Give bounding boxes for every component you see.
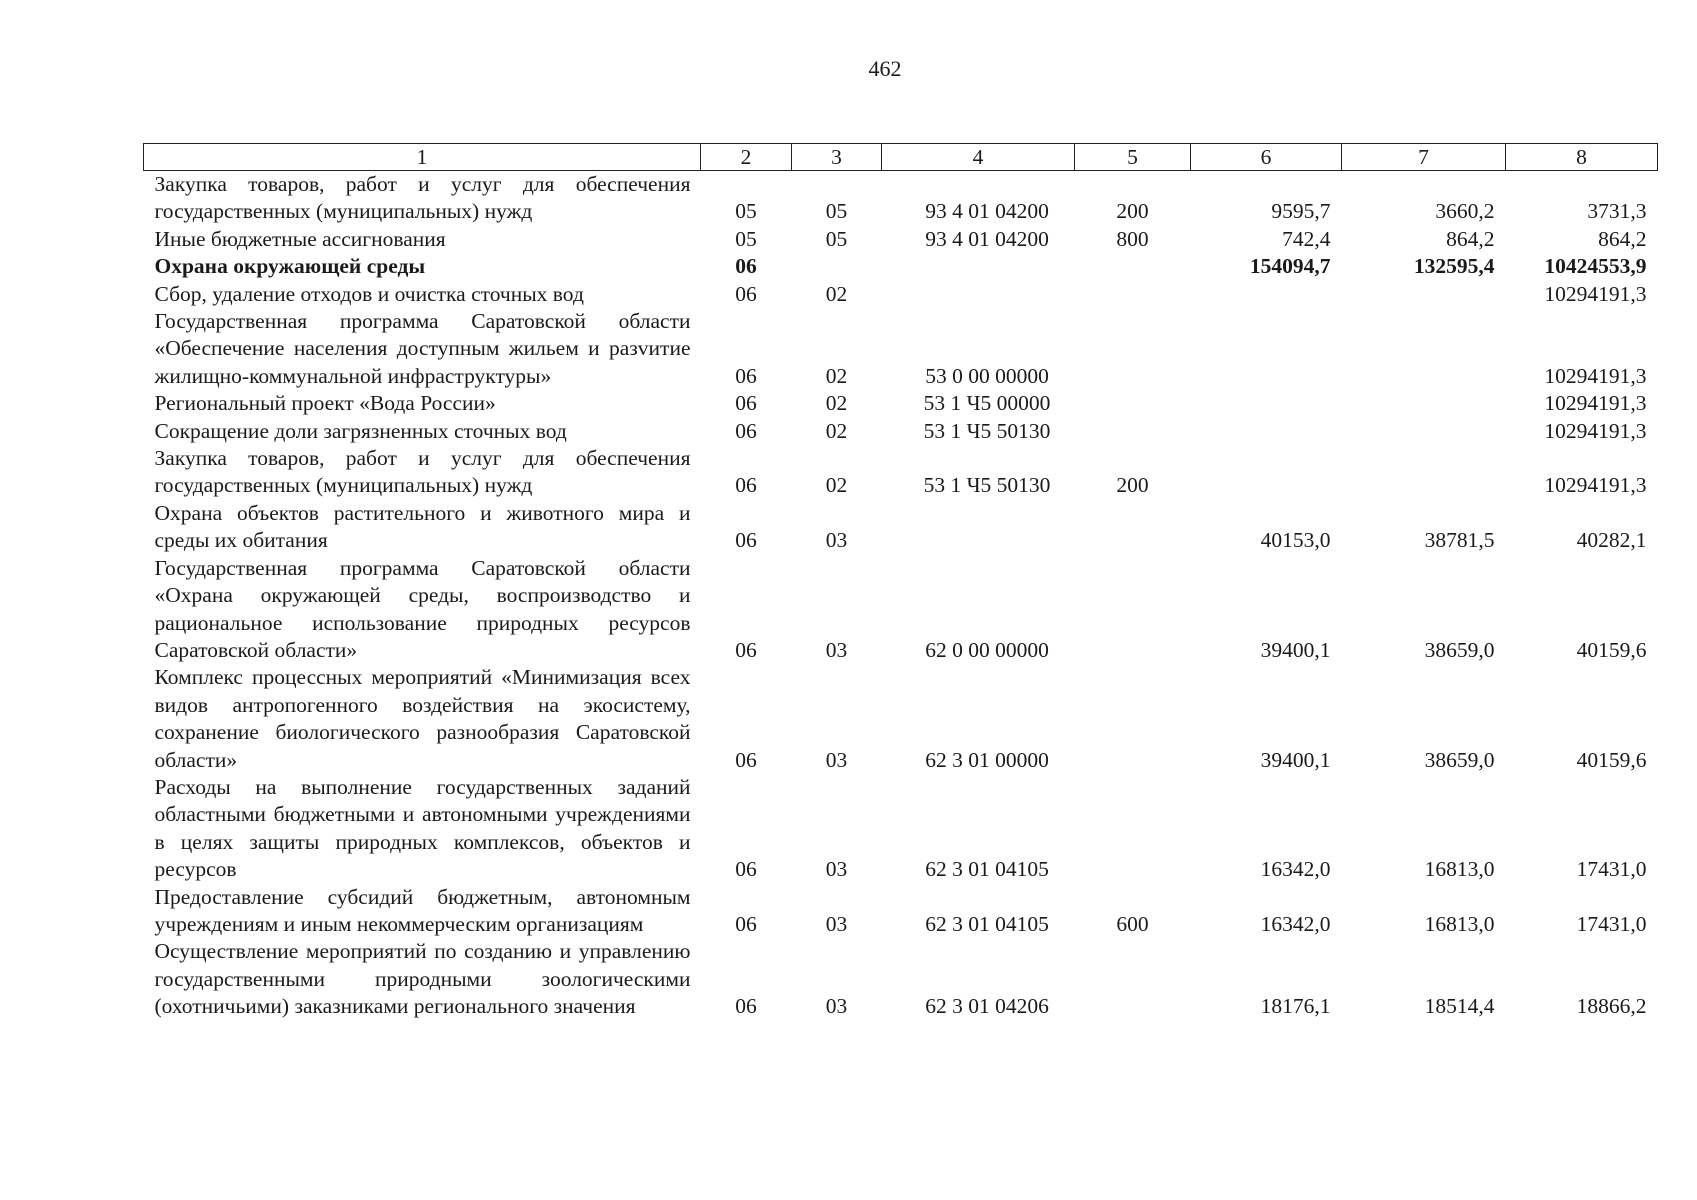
table-row xyxy=(144,253,1658,280)
amount-col-8: 18866,2 xyxy=(1576,994,1647,1019)
table-row xyxy=(144,884,1658,939)
amount-col-8: 3731,3 xyxy=(1587,199,1647,224)
expense-type-code xyxy=(1075,281,1191,308)
table-header xyxy=(144,144,1658,171)
row-name: Предоставление субсидий бюджетным, автономным учреждениям и иным некоммерческим организациям xyxy=(154,884,691,936)
amount-col-6 xyxy=(1191,281,1342,308)
section-code: 06 xyxy=(735,391,757,416)
subsection-code: 03 xyxy=(825,857,848,882)
subsection-code: 02 xyxy=(825,391,848,416)
amount-col-7 xyxy=(1342,445,1506,500)
expense-type-code: 800 xyxy=(1116,226,1149,251)
amount-col-8: 10294191,3 xyxy=(1544,418,1647,443)
subsection-code: 05 xyxy=(825,199,848,224)
column-header-3: 3 xyxy=(792,144,882,171)
header-row xyxy=(144,144,1658,171)
amount-col-6: 154094,7 xyxy=(1249,254,1331,279)
column-header-8: 8 xyxy=(1506,144,1658,171)
row-name: Комплекс процессных мероприятий «Минимизация всех видов антропогенного воздействия на экосистему, сохранение биологического разнообразия Саратовской области» xyxy=(154,665,691,772)
amount-col-7: 38659,0 xyxy=(1424,637,1495,662)
expense-type-code xyxy=(1075,418,1191,445)
row-name: Закупка товаров, работ и услуг для обеспечения государственных (муниципальных) нужд xyxy=(154,172,691,224)
amount-col-6: 18176,1 xyxy=(1260,994,1331,1019)
table-row xyxy=(144,774,1658,884)
amount-col-8: 10294191,3 xyxy=(1544,473,1647,498)
column-header-7: 7 xyxy=(1342,144,1506,171)
target-article-code: 93 4 01 04200 xyxy=(925,199,1049,224)
column-header-1: 1 xyxy=(144,144,701,171)
target-article-code: 62 3 01 04105 xyxy=(925,857,1049,882)
amount-col-8: 40159,6 xyxy=(1576,637,1647,662)
amount-col-8: 40159,6 xyxy=(1576,747,1647,772)
column-header-2: 2 xyxy=(701,144,792,171)
budget-table xyxy=(143,143,1658,1021)
table-row xyxy=(144,171,1658,226)
section-code: 06 xyxy=(735,637,757,662)
table-row xyxy=(144,226,1658,253)
amount-col-6: 9595,7 xyxy=(1271,199,1331,224)
subsection-code: 02 xyxy=(825,418,848,443)
amount-col-6 xyxy=(1191,390,1342,417)
target-article-code: 93 4 01 04200 xyxy=(925,226,1049,251)
amount-col-7: 38781,5 xyxy=(1424,528,1495,553)
section-code: 06 xyxy=(735,528,757,553)
expense-type-code xyxy=(1075,308,1191,390)
target-article-code: 53 1 Ч5 50130 xyxy=(923,473,1051,498)
section-code: 05 xyxy=(735,199,757,224)
expense-type-code xyxy=(1075,500,1191,555)
amount-col-6: 742,4 xyxy=(1282,226,1331,251)
amount-col-7: 864,2 xyxy=(1446,226,1495,251)
amount-col-6 xyxy=(1191,418,1342,445)
amount-col-7: 16813,0 xyxy=(1424,857,1495,882)
subsection-code: 02 xyxy=(825,281,848,306)
table-row xyxy=(144,390,1658,417)
subsection-code xyxy=(792,253,882,280)
table-row xyxy=(144,281,1658,308)
amount-col-6: 39400,1 xyxy=(1260,637,1331,662)
amount-col-7: 132595,4 xyxy=(1413,254,1495,279)
amount-col-6 xyxy=(1191,445,1342,500)
amount-col-8: 17431,0 xyxy=(1576,857,1647,882)
amount-col-7: 16813,0 xyxy=(1424,911,1495,936)
target-article-code: 62 0 00 00000 xyxy=(925,637,1049,662)
expense-type-code xyxy=(1075,390,1191,417)
amount-col-8: 10294191,3 xyxy=(1544,391,1647,416)
section-code: 05 xyxy=(735,226,757,251)
amount-col-7 xyxy=(1342,281,1506,308)
section-code: 06 xyxy=(735,281,757,306)
target-article-code xyxy=(882,500,1075,555)
section-code: 06 xyxy=(735,994,757,1019)
amount-col-8: 10294191,3 xyxy=(1544,281,1647,306)
row-name: Сбор, удаление отходов и очистка сточных вод xyxy=(154,281,584,306)
amount-col-7: 3660,2 xyxy=(1435,199,1495,224)
row-name: Закупка товаров, работ и услуг для обеспечения государственных (муниципальных) нужд xyxy=(154,446,691,498)
amount-col-6: 39400,1 xyxy=(1260,747,1331,772)
expense-type-code xyxy=(1075,253,1191,280)
section-code: 06 xyxy=(735,363,757,388)
column-header-4: 4 xyxy=(882,144,1075,171)
table-row xyxy=(144,664,1658,774)
amount-col-6: 16342,0 xyxy=(1260,911,1331,936)
row-name: Расходы на выполнение государственных заданий областными бюджетными и автономными учреждениями в целях защиты природных комплексов, объектов и ресурсов xyxy=(154,774,691,882)
page-number: 462 xyxy=(868,56,902,81)
expense-type-code: 600 xyxy=(1116,911,1149,936)
subsection-code: 02 xyxy=(825,473,848,498)
table-row xyxy=(144,418,1658,445)
target-article-code: 62 3 01 04206 xyxy=(925,994,1049,1019)
table-body xyxy=(144,171,1658,1021)
target-article-code: 53 0 00 00000 xyxy=(925,363,1049,388)
expense-type-code: 200 xyxy=(1116,473,1149,498)
amount-col-8: 10294191,3 xyxy=(1544,363,1647,388)
amount-col-7 xyxy=(1342,308,1506,390)
amount-col-6: 40153,0 xyxy=(1260,528,1331,553)
target-article-code xyxy=(882,253,1075,280)
amount-col-8: 17431,0 xyxy=(1576,911,1647,936)
section-code: 06 xyxy=(735,747,757,772)
row-name: Охрана объектов растительного и животного мира и среды их обитания xyxy=(154,500,691,553)
amount-col-8: 864,2 xyxy=(1598,226,1647,251)
section-code: 06 xyxy=(735,911,757,936)
table-row xyxy=(144,445,1658,500)
section-code: 06 xyxy=(735,857,757,882)
expense-type-code xyxy=(1075,938,1191,1020)
section-code: 06 xyxy=(735,473,757,498)
amount-col-7: 38659,0 xyxy=(1424,747,1495,772)
row-name: Осуществление мероприятий по созданию и управлению государственными природными зоологическими (охотничьими) заказниками регионального значения xyxy=(154,939,691,1019)
column-header-5: 5 xyxy=(1075,144,1191,171)
row-name: Иные бюджетные ассигнования xyxy=(154,226,446,251)
amount-col-7 xyxy=(1342,418,1506,445)
table-row xyxy=(144,938,1658,1020)
row-name: Государственная программа Саратовской области «Охрана окружающей среды, воспроизводство и рациональное использование природных ресурсов Саратовской области» xyxy=(154,555,691,662)
table-row xyxy=(144,308,1658,390)
row-name: Региональный проект «Вода России» xyxy=(154,391,496,416)
amount-col-8: 10424553,9 xyxy=(1544,254,1647,279)
target-article-code: 62 3 01 04105 xyxy=(925,911,1049,936)
expense-type-code xyxy=(1075,664,1191,774)
section-code: 06 xyxy=(735,418,757,443)
expense-type-code xyxy=(1075,774,1191,884)
row-name: Сокращение доли загрязненных сточных вод xyxy=(154,418,567,443)
subsection-code: 03 xyxy=(825,747,848,772)
target-article-code xyxy=(882,281,1075,308)
amount-col-8: 40282,1 xyxy=(1576,528,1647,553)
target-article-code: 53 1 Ч5 50130 xyxy=(923,418,1051,443)
subsection-code: 03 xyxy=(825,911,848,936)
table-row xyxy=(144,500,1658,555)
subsection-code: 02 xyxy=(825,363,848,388)
row-name: Охрана окружающей среды xyxy=(154,254,426,279)
target-article-code: 62 3 01 00000 xyxy=(925,747,1049,772)
subsection-code: 03 xyxy=(825,528,848,553)
target-article-code: 53 1 Ч5 00000 xyxy=(923,391,1051,416)
amount-col-6 xyxy=(1191,308,1342,390)
section-code: 06 xyxy=(735,254,757,279)
subsection-code: 05 xyxy=(825,226,848,251)
subsection-code: 03 xyxy=(825,637,848,662)
amount-col-7 xyxy=(1342,390,1506,417)
expense-type-code xyxy=(1075,555,1191,665)
subsection-code: 03 xyxy=(825,994,848,1019)
amount-col-7: 18514,4 xyxy=(1424,994,1495,1019)
amount-col-6: 16342,0 xyxy=(1260,857,1331,882)
expense-type-code: 200 xyxy=(1116,199,1149,224)
table-row xyxy=(144,555,1658,665)
column-header-6: 6 xyxy=(1191,144,1342,171)
row-name: Государственная программа Саратовской области «Обеспечение населения доступным жильем и разvитие жилищно-коммунальной инфраструктуры» xyxy=(154,309,691,388)
